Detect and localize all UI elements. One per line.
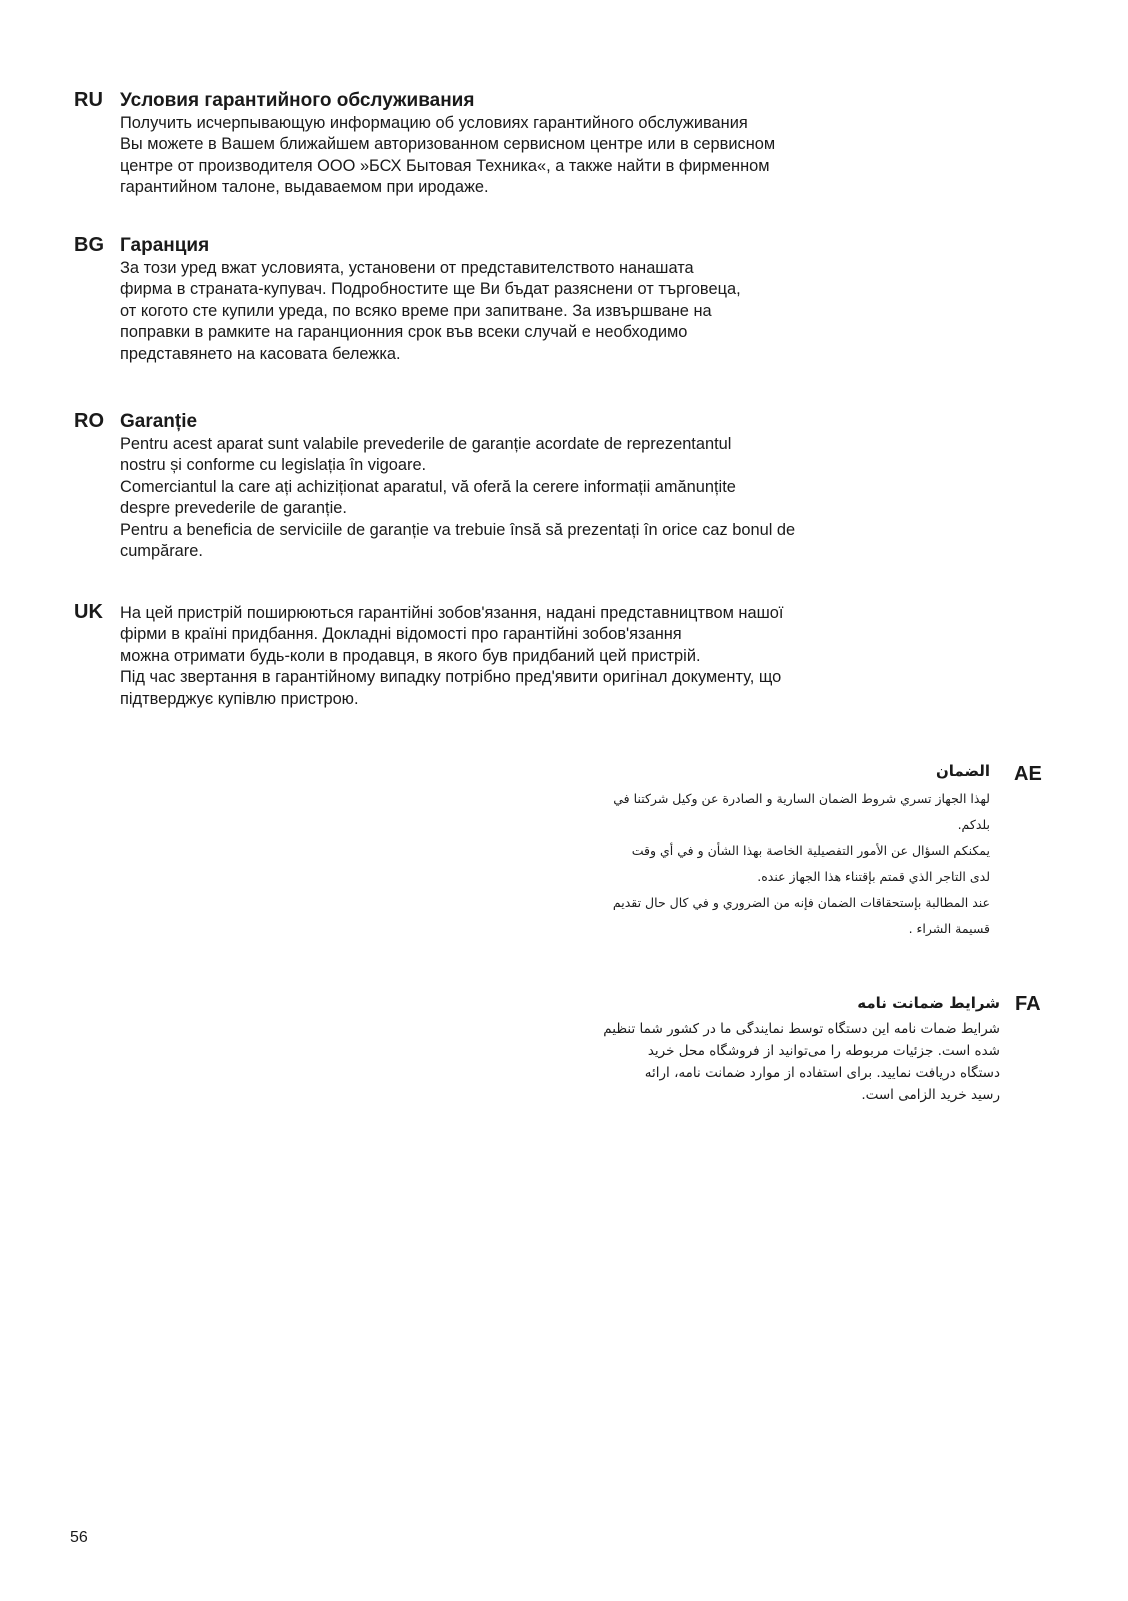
text-line: دستگاه دریافت نمایید. برای استفاده از موارد ضمانت نامه، ارائه [644, 1065, 1000, 1081]
text-line: фирма в страната-купувач. Подробностите ще Ви бъдат разяснени от търговеца, [120, 280, 741, 299]
section-title: شرایط ضمانت نامه [857, 994, 1000, 1012]
section-body [120, 89, 920, 199]
text-line: despre prevederile de garanție. [120, 499, 347, 518]
page-number: 56 [70, 1529, 88, 1546]
text-line: За този уред вжат условията, установени от представителството нанашата [120, 259, 694, 277]
text-line: عند المطالبة بإستحقاقات الضمان فإنه من الضروري و في كال حال تقديم [612, 895, 990, 910]
text-line: підтверджує купівлю пристрою. [120, 689, 359, 708]
text-line: фірми в країні придбання. Докладні відомості про гарантійні зобов'язання [120, 625, 682, 644]
text-line: центре от производителя ООО »БСХ Бытовая Техника«, а также найти в фирменном [120, 156, 770, 175]
section-uk [74, 603, 974, 715]
text-line: شرایط ضمات نامه این دستگاه توسط نمایندگی ما در کشور شما تنظیم [603, 1021, 1000, 1037]
language-code: RU [74, 89, 103, 111]
section-title: Garanție [120, 411, 198, 432]
text-line: На цей пристрій поширюються гарантійні зобов'язання, надані представництвом нашої [120, 604, 784, 622]
text-line: رسید خرید الزامی است. [861, 1087, 1000, 1103]
text-line: بلدكم. [957, 817, 990, 832]
section-title: Гаранция [120, 235, 210, 256]
text-line: Pentru a beneficia de serviciile de garanție va trebuie însă să prezentați în orice caz bonul de [120, 520, 796, 539]
text-line: можна отримати будь-коли в продавця, в якого був придбаний цей пристрій. [120, 646, 701, 665]
language-code: BG [74, 234, 104, 256]
language-code-ae: AE [1014, 763, 1042, 785]
text-line: قسيمة الشراء . [908, 921, 990, 936]
text-line: cumpărare. [120, 542, 203, 561]
language-code-fa: FA [1015, 993, 1041, 1015]
section-title: Условия гарантийного обслуживания [120, 90, 475, 111]
section-bg [74, 234, 934, 366]
text-line: от когото сте купили уреда, по всяко време при запитване. За извършване на [120, 301, 712, 320]
language-code: RO [74, 410, 104, 432]
section-ro [74, 410, 974, 564]
text-line: لهذا الجهاز تسري شروط الضمان السارية و الصادرة عن وكيل شركتنا في [613, 791, 990, 806]
section-fa [560, 992, 1000, 1106]
language-code: UK [74, 601, 103, 623]
section-body [120, 410, 970, 562]
text-line: يمكنكم السؤال عن الأمور التفصيلية الخاصة بهذا الشأن و في أي وقت [631, 843, 990, 858]
text-line: гарантийном талоне, выдаваемом при иродаже. [120, 178, 489, 197]
text-line: Получить исчерпывающую информацию об условиях гарантийного обслуживания [120, 114, 748, 132]
section-body [120, 234, 920, 365]
section-title: الضمان [935, 762, 990, 780]
text-line: Comerciantul la care ați achiziționat aparatul, vă oferă la cerere informații amănunțite [120, 477, 736, 496]
text-line: nostru și conforme cu legislația în vigoare. [120, 456, 427, 475]
text-line: представянето на касовата бележка. [120, 344, 401, 363]
text-line: Під час звертання в гарантійному випадку потрібно пред'явити оригінал документу, що [120, 668, 782, 687]
text-line: Вы можете в Вашем ближайшем авторизованном сервисном центре или в сервисном [120, 135, 776, 154]
section-ru [74, 89, 934, 199]
section-ae [560, 760, 990, 942]
section-body [120, 603, 970, 710]
text-line: поправки в рамките на гаранционния срок във всеки случай е необходимо [120, 323, 688, 342]
text-line: لدى التاجر الذي قمتم بإقتناء هذا الجهاز عنده. [757, 869, 990, 884]
text-line: Pentru acest aparat sunt valabile prevederile de garanție acordate de reprezentantul [120, 435, 732, 453]
text-line: شده است. جزئیات مربوطه را می‌توانید از فروشگاه محل خرید [647, 1043, 1000, 1059]
